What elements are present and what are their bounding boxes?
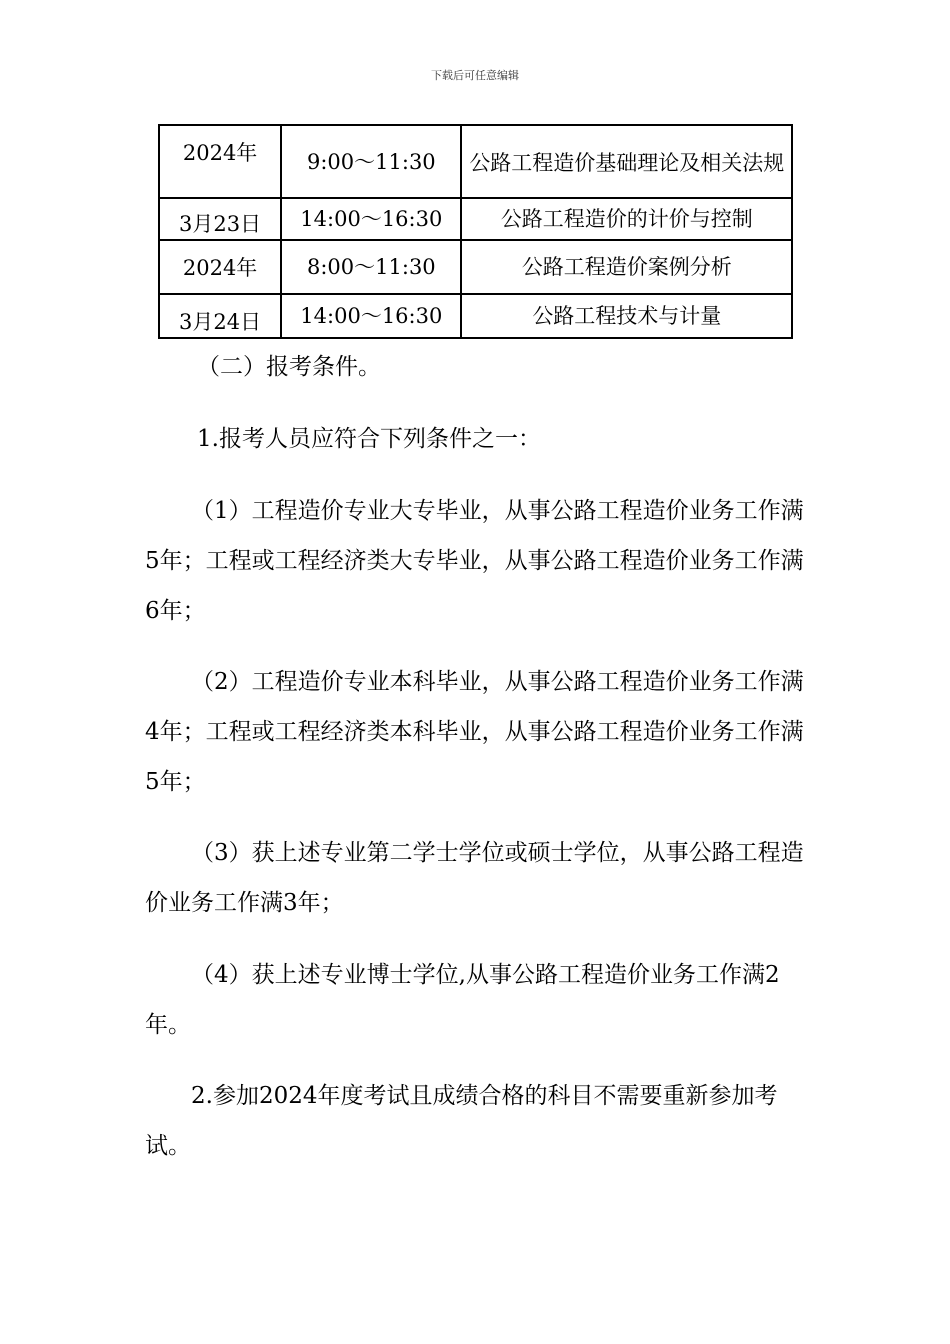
exam-date-day: 3月24日: [179, 310, 262, 334]
requirement-item-2: 2.参加2024年度考试且成绩合格的科目不需要重新参加考试。: [145, 1083, 778, 1159]
requirement-intro: 1.报考人员应符合下列条件之一：: [197, 426, 541, 452]
exam-subject-cell: 公路工程技术与计量: [461, 294, 792, 338]
page-header-watermark: 下载后可任意编辑: [431, 69, 519, 82]
exam-time-cell: 14:00～16:30: [281, 294, 461, 338]
condition-paragraph: （3）获上述专业第二学士学位或硕士学位，从事公路工程造价业务工作满3年；: [145, 840, 804, 916]
condition-paragraph: （4）获上述专业博士学位,从事公路工程造价业务工作满2年。: [145, 962, 780, 1038]
exam-date-cell: [159, 240, 281, 294]
exam-schedule-table: [158, 124, 793, 339]
exam-date-cell: [159, 198, 281, 240]
exam-subject-cell: 公路工程造价案例分析: [461, 240, 792, 294]
condition-paragraph: （2）工程造价专业本科毕业，从事公路工程造价业务工作满4年；工程或工程经济类本科毕业，从事公路工程造价业务工作满5年；: [145, 669, 804, 795]
exam-date-day: 3月23日: [179, 212, 262, 236]
exam-date-year: 2024年: [182, 256, 258, 280]
exam-date-cell: [159, 125, 281, 198]
table-row: [159, 198, 792, 240]
table-row: [159, 125, 792, 198]
exam-subject-cell: 公路工程造价的计价与控制: [461, 198, 792, 240]
exam-subject-cell: 公路工程造价基础理论及相关法规: [461, 125, 792, 198]
exam-date-year: 2024年: [182, 141, 258, 165]
exam-time-cell: 8:00～11:30: [281, 240, 461, 294]
exam-date-cell: [159, 294, 281, 338]
table-row: [159, 240, 792, 294]
section-title: （二）报考条件。: [197, 354, 381, 380]
exam-time-cell: 9:00～11:30: [281, 125, 461, 198]
condition-paragraph: （1）工程造价专业大专毕业，从事公路工程造价业务工作满5年；工程或工程经济类大专毕业，从事公路工程造价业务工作满6年；: [145, 498, 804, 624]
exam-time-cell: 14:00～16:30: [281, 198, 461, 240]
table-row: [159, 294, 792, 338]
